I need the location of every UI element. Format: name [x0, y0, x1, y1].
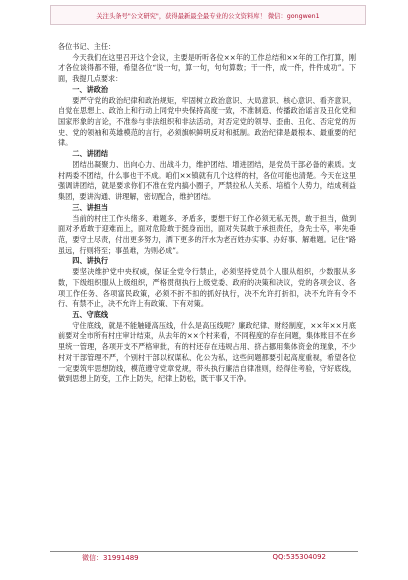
section-heading: 五、守底线: [72, 309, 109, 319]
paragraph-list: [58, 53, 356, 385]
footer-qq: QQ:535304092: [272, 553, 326, 561]
footer-wechat: 微信：31991489: [82, 554, 139, 562]
greeting: 各位书记、主任：: [58, 42, 116, 51]
body-paragraph: 要坚决维护党中央权威，保证全党令行禁止，必须坚持党员个人服从组织，少数服从多数，下级组织服从上级组织，严格贯彻执行上级党委、政府的决策和决议，党的各项会议、各项工作任务、各项富民政策，必须不折不扣的抓好执行，决不允许打折扣，决不允许有令不行、有禁不止，决不允许上有政策、下有对策。: [58, 267, 356, 309]
section-heading: 四、讲执行: [72, 256, 109, 266]
body-paragraph: 今天我们在这里召开这个会议，主要是听听各位××年的工作总结和××年的工作打算，刚才各位谈得都不错，希望各位“说一句，算一句，句句算数；干一件，成一件，件件成功”。下面，我提几点要求：: [58, 52, 356, 84]
section-heading: 一、讲政治: [72, 84, 109, 94]
section-heading: 二、讲团结: [72, 149, 109, 159]
body-paragraph: 当前的村庄工作头绪多、难题多、矛盾多，要想干好工作必须无私无畏，敢于担当，做到面对矛盾敢于迎难而上，面对危险敢于挺身而出，面对失误敢于承担责任，身先士卒，率先垂范，要守土尽责，付出更多努力，洒下更多的汗水为老百姓办实事、办好事、解难题。记住“路虽远，行则将至；事虽难，为则必成”。: [58, 213, 356, 255]
section-heading: 三、讲担当: [72, 202, 109, 212]
body-paragraph: 要严守党的政治纪律和政治规矩，牢固树立政治意识、大局意识、核心意识、看齐意识，自觉在思想上、政治上和行动上同党中央保持高度一致，不准制造、传播政治谣言及丑化党和国家形象的言论，不准参与非法组织和非法活动，对否定党的领导、歪曲、丑化、否定党的历史、党的领袖和英雄模范的言行，必须旗帜鲜明反对和抵制。政治纪律是最根本、最重要的纪律。: [58, 95, 356, 148]
footer-divider: [50, 551, 358, 552]
header-banner: 关注头条号"公文研究"，获得最新最全最专业的公文资料库！ 微信：gongwen1: [50, 5, 366, 25]
document-body: [58, 42, 356, 385]
body-paragraph: 守住底线，就是不能触碰高压线，什么是高压线呢？廉政纪律、财经制度，××年××月底前要对全市所有村庄审计结束，从去年的××个村来看，不同程度的存在问题，集体账目不在乡里统一管理，各项开支不严格审批，有的村还存在违规占用、挤占挪用集体资金的现象，不少村对干部管理不严，个别村干部以权谋私、化公为私，这些问题都要引起高度重视，希望各位一定要筑牢思想防线，模范遵守党章党规，带头执行廉洁自律准则，经得住考验，守好底线，做到思想上防变，工作上防失，纪律上防松，既干事又干净。: [58, 320, 356, 384]
footer: [50, 553, 358, 563]
body-paragraph: 团结出凝聚力、出向心力、出战斗力，维护团结、增进团结，是党员干部必备的素质。支村两委不团结，什么事也干不成。咱们××镇就有几个这样的村，各位可能也清楚。今天在这里强调讲团结，就是要求你们不准在党内搞小圈子，严禁拉私人关系、培植个人势力，结成利益集团，要讲沟通、讲理解，密切配合，维护团结。: [58, 159, 356, 202]
